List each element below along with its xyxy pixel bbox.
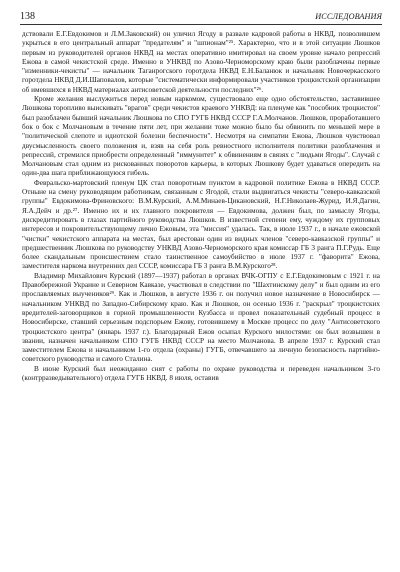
body-text	[22, 30, 380, 383]
paragraph: В июне Курский был неожиданно снят с работы по охране руководства и переведен начальником 3-го (контрразведывательного) отдела ГУГБ НКВД. 8 июля, оставив	[22, 364, 380, 382]
header-rule	[20, 24, 382, 25]
paragraph: Февральско-мартовский пленум ЦК стал поворотным пунктом в кадровой политике Ежова в НКВД СССР. Отныне на смену руководящим работникам, связанным с Ягодой, стали выдвигаться чекисты "северо-кавказской группы" Евдокимова-Фриновского: В.М.Курский, А.М.Минаев-Цикановский, Н.Г.Николаев-Журид, И.Я.Дагин, Я.А.Дейч и др.²⁷. Именно их и их главного покровителя — Евдокимова, должен был, по замыслу Ягоды, дискредитировать в глазах партийного руководства Люшков. В известной степени ему, чуждому их групповых интересов и покровительствующему лично Ежовым, эта "миссия" удалась. Так, в июле 1937 г., в начале ежовской "чистки" чекистского аппарата на местах, был арестован один из видных членов "северо-кавказской группы" и предшественник Люшкова по руководству УНКВД Азово-Черноморского края комиссар ГБ 3 ранга П.Г.Рудь. Еще более скандальным происшествием стало таинственное самоубийство в июле 1937 г. "фаворита" Ежова, заместителя наркома внутренних дел СССР, комиссара ГБ 3 ранга В.М.Курского²⁸.	[22, 178, 380, 271]
page-number: 138	[20, 10, 35, 22]
section-title: ИССЛЕДОВАНИЯ	[315, 11, 382, 21]
page-header	[20, 9, 382, 23]
paragraph: Кроме желания выслужиться перед новым наркомом, существовало еще одно обстоятельство, заставившее Люшкова торопливо выискивать "врагов" среди чекистов краевого УНКВД: на пленуме как "пособник троцкистов" был разоблачен бывший начальник Люшкова по СПО ГУГБ НКВД СССР Г.А.Молчанов. Люшков, проработавшего бок о бок с Молчановым в течение пяти лет, при желании тоже можно было бы обвинить по меньшей мере в "политической слепоте и идиотской болезни беспечности". Несмотря на симпатии Ежова, Люшков чувствовал двусмысленность своего положения и, взяв на себя роль ревностного исполнителя политики разоблачения и репрессий, стремился приобрести определенный "иммунитет" к обвинениям в связях с "людьми Ягоды". Случай с Молчановым стал одним из рискованных поворотов карьеры, в которых Люшкову будет удаваться опередить на один-два шага приближающуюся гибель.	[22, 95, 380, 178]
paragraph: дствовали Е.Г.Евдокимов и Л.М.Заковский) он уличил Ягоду в развале кадровой работы в НКВД, позволившем укрыться в его центральный аппарат "предателям" и "шпионам"²⁵. Характерно, что и в этой ситуации Люшков первым из руководителей органов НКВД на местах оперативно имитировал на своем уровне начало репрессий Ежова в самой чекистской среде. Именно в УНКВД по Азово-Черноморскому краю были разоблачены первые "изменники-чекисты" — начальник Таганрогского горотдела НКВД Е.Н.Баланюк и начальник Новочеркасского горотдела НКВД Д.И.Шаповалов, которые "систематически информировали участников троцкистской организации об имевшихся в НКВД материалах антисоветской деятельности последних"²⁶.	[22, 30, 380, 94]
paragraph: Владимир Михайлович Курский (1897—1937) работал в органах ВЧК-ОГПУ с Е.Г.Евдокимовым с 1921 г. на Правобережной Украине и Северном Кавказе, участвовал в следствии по "Шахтинскому делу" и был одним из его прославляемых выучеников²⁹. Как и Люшков, в августе 1936 г. он получил новое назначение в Новосибирск — начальником УНКВД по Западно-Сибирскому краю. Как и Люшков, он осенью 1936 г. "раскрыл" троцкистских вредителей-заговорщиков в горной промышленности Кузбасса и провел показательный судебный процесс в Новосибирске, ставший серьезным подспорьем Ежову, готовившему в Москве процесс по делу "Антисоветского троцкистского центра" (январь 1937 г.). Благодарный Ежов осыпал Курского милостями: он был возвышен в звании, назначен начальником СПО ГУГБ НКВД СССР на место Молчанова. В апреле 1937 г. Курский стал заместителем Ежова и начальником 1-го отдела (охраны) ГУГБ, отвечавшего за личную безопасность партийно-советского руководства и самого Сталина.	[22, 271, 380, 364]
